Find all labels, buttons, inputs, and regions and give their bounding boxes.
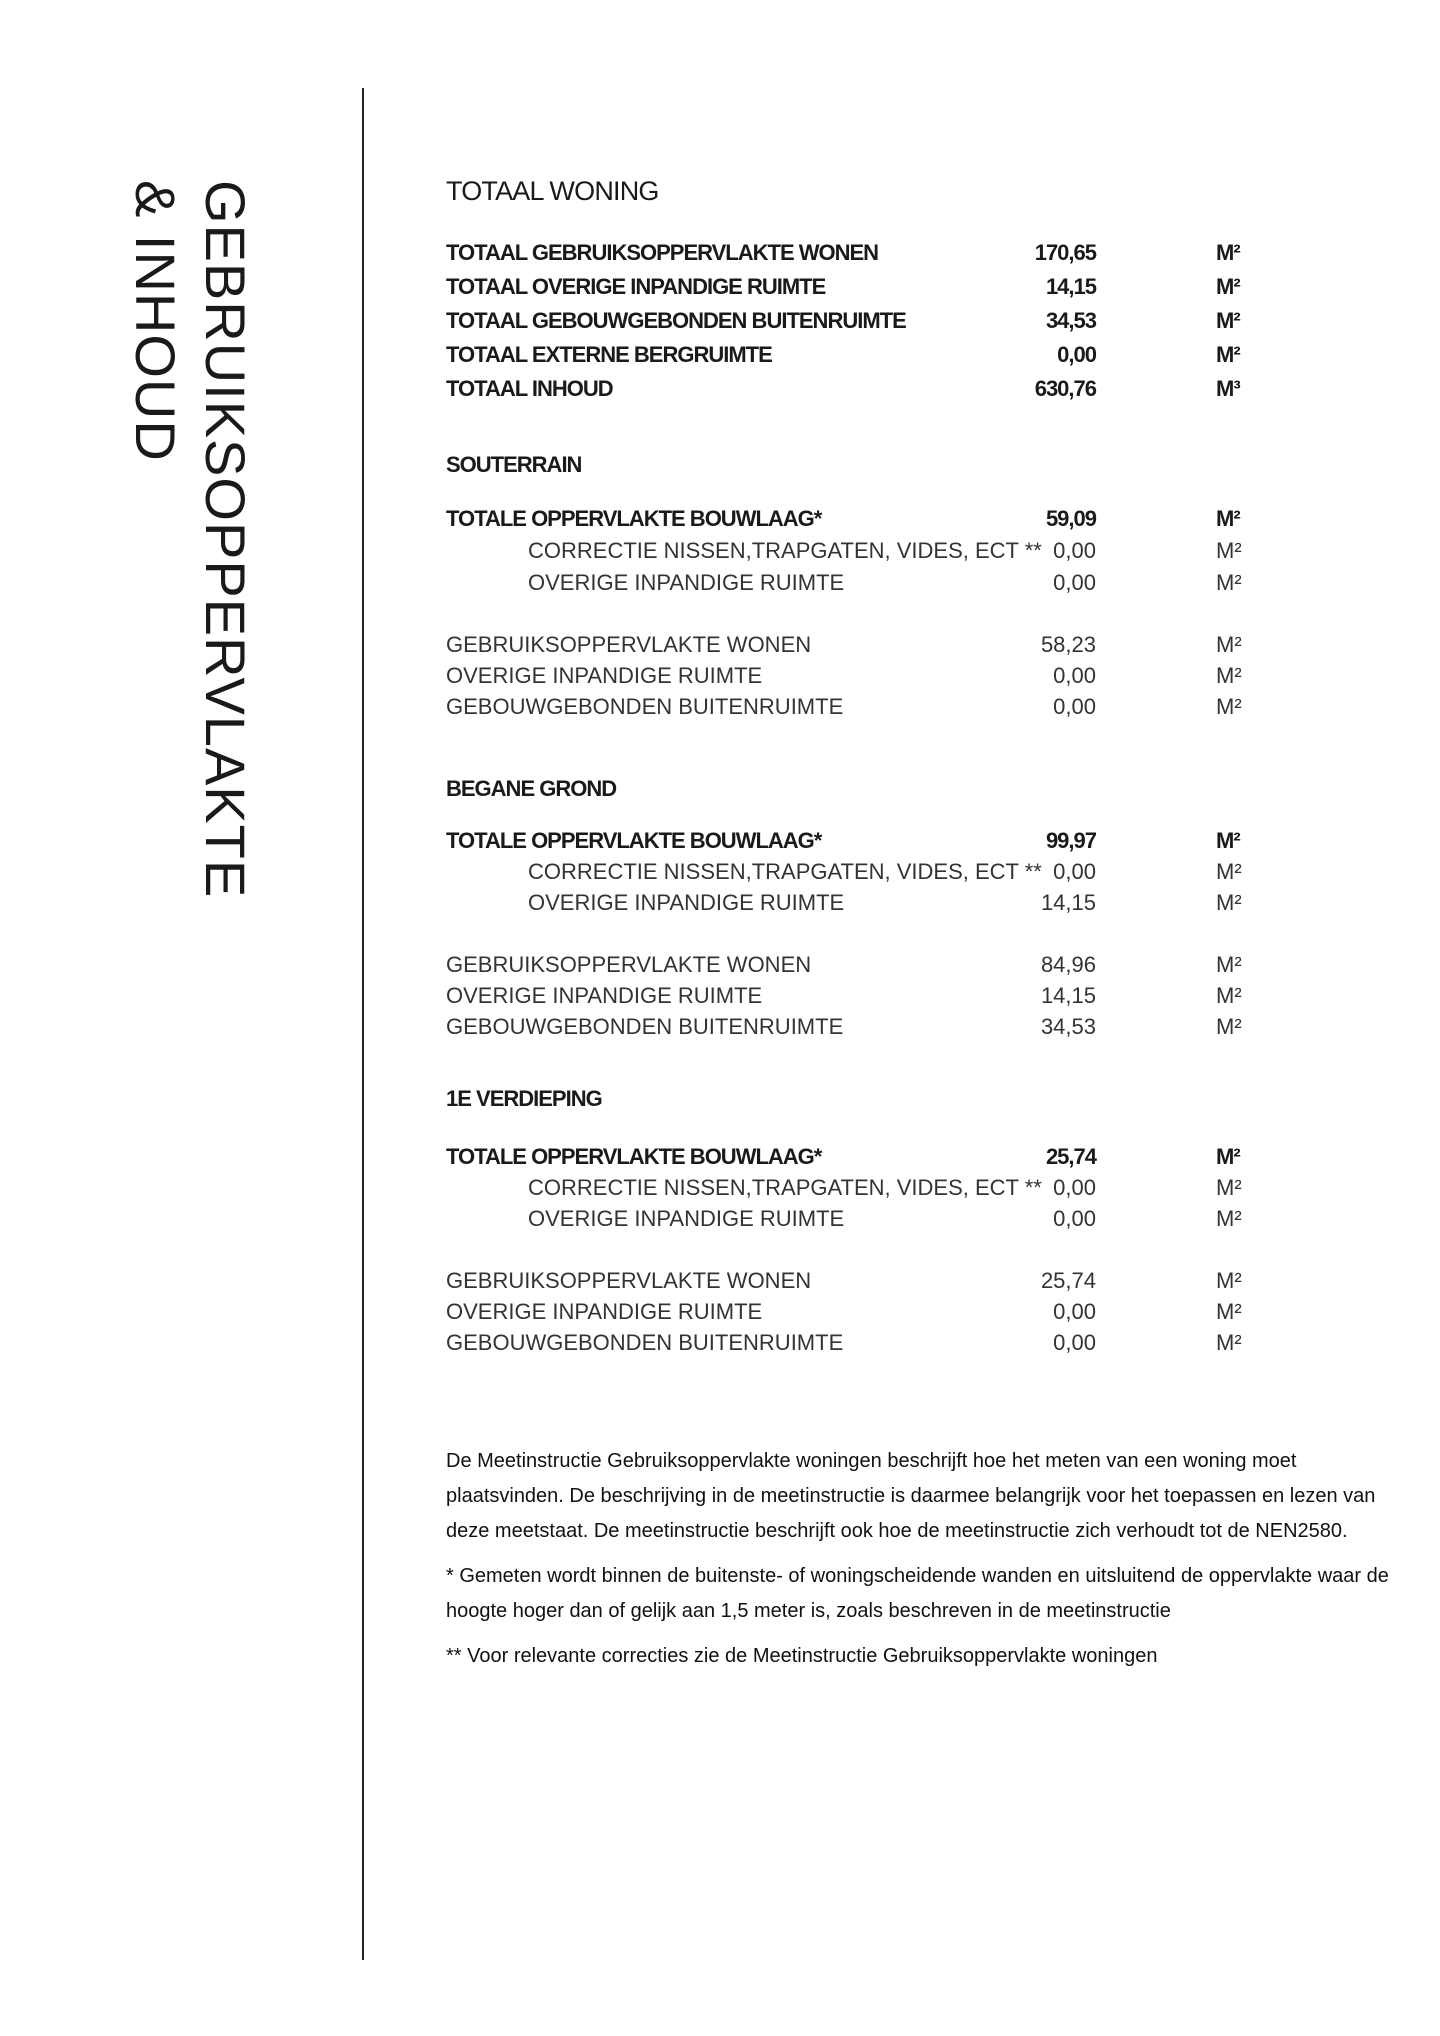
- row-unit: M²: [1216, 1175, 1242, 1200]
- row-unit: M²: [1216, 240, 1240, 265]
- vertical-title-text: [120, 180, 260, 898]
- total-area-row: [446, 506, 1246, 538]
- row-label: GEBOUWGEBONDEN BUITENRUIMTE: [446, 1330, 844, 1355]
- row-label: TOTAAL INHOUD: [446, 376, 613, 401]
- row-label: GEBRUIKSOPPERVLAKTE WONEN: [446, 1268, 812, 1293]
- correction-row: [446, 890, 1246, 922]
- row-label: TOTAAL OVERIGE INPANDIGE RUIMTE: [446, 274, 826, 299]
- row-label: TOTAAL GEBOUWGEBONDEN BUITENRUIMTE: [446, 308, 906, 333]
- result-row: [446, 632, 1246, 664]
- result-row: [446, 1268, 1246, 1300]
- row-label: GEBOUWGEBONDEN BUITENRUIMTE: [446, 1014, 844, 1039]
- row-value: 0,00: [1053, 1299, 1096, 1324]
- row-label: CORRECTIE NISSEN,TRAPGATEN, VIDES, ECT **: [528, 859, 1042, 884]
- note-footnote-2: ** Voor relevante correcties zie de Meetinstructie Gebruiksoppervlakte woningen: [446, 1645, 1158, 1667]
- row-value: 0,00: [1053, 538, 1096, 563]
- heading-begane-grond: BEGANE GROND: [446, 776, 617, 801]
- row-label: TOTALE OPPERVLAKTE BOUWLAAG*: [446, 506, 822, 531]
- row-value: 0,00: [1053, 694, 1096, 719]
- row-unit: M²: [1216, 1299, 1242, 1324]
- row-label: TOTAAL EXTERNE BERGRUIMTE: [446, 342, 772, 367]
- row-value: 0,00: [1053, 859, 1096, 884]
- row-value: 0,00: [1053, 1175, 1096, 1200]
- row-label: OVERIGE INPANDIGE RUIMTE: [446, 663, 763, 688]
- row-value: 14,15: [1040, 890, 1096, 915]
- result-row: [446, 1330, 1246, 1362]
- row-label: OVERIGE INPANDIGE RUIMTE: [528, 1206, 845, 1231]
- row-value: 0,00: [1053, 1330, 1096, 1355]
- row-label: TOTAAL GEBRUIKSOPPERVLAKTE WONEN: [446, 240, 879, 265]
- row-value: 0,00: [1057, 342, 1096, 367]
- row-label: GEBRUIKSOPPERVLAKTE WONEN: [446, 952, 812, 977]
- result-row: [446, 694, 1246, 726]
- correction-row: [446, 1175, 1246, 1207]
- row-unit: M²: [1216, 538, 1242, 563]
- note-meetinstructie: De Meetinstructie Gebruiksoppervlakte woningen beschrijft hoe het meten van een woning moet plaatsvinden. De beschrijving in de meetinstructie is daarmee belangrijk voor het toepassen en lezen van deze meetstaat. De meetinstructie beschrijft ook hoe de meetinstructie zich verhoudt tot de NEN2580.: [446, 1450, 1376, 1542]
- row-label: GEBOUWGEBONDEN BUITENRUIMTE: [446, 694, 844, 719]
- row-unit: M²: [1216, 1268, 1242, 1293]
- vertical-title-line-1: GEBRUIKSOPPERVLAKTE: [194, 180, 257, 899]
- row-unit: M²: [1216, 859, 1242, 884]
- row-label: OVERIGE INPANDIGE RUIMTE: [528, 890, 845, 915]
- correction-row: [446, 1206, 1246, 1238]
- row-unit: M³: [1216, 376, 1240, 401]
- result-row: [446, 952, 1246, 984]
- row-value: 59,09: [1045, 506, 1096, 531]
- row-label: OVERIGE INPANDIGE RUIMTE: [446, 983, 763, 1008]
- row-unit: M²: [1216, 570, 1242, 595]
- vertical-title-line-2: & INHOUD: [124, 180, 187, 462]
- row-unit: M²: [1216, 952, 1242, 977]
- row-value: 25,74: [1040, 1268, 1096, 1293]
- vertical-title: [120, 180, 260, 920]
- row-unit: M²: [1216, 1144, 1240, 1169]
- note-footnote-1: * Gemeten wordt binnen de buitenste- of woningscheidende wanden en uitsluitend de oppervlakte waar de hoogte hoger dan of gelijk aan 1,5 meter is, zoals beschreven in de meetinstructie: [446, 1565, 1389, 1622]
- row-value: 0,00: [1053, 570, 1096, 595]
- totaal-row: [446, 376, 1246, 408]
- row-value: 0,00: [1053, 663, 1096, 688]
- notes: [446, 1444, 1416, 1684]
- correction-row: [446, 859, 1246, 891]
- row-unit: M²: [1216, 1014, 1242, 1039]
- result-row: [446, 663, 1246, 695]
- row-label: GEBRUIKSOPPERVLAKTE WONEN: [446, 632, 812, 657]
- row-label: CORRECTIE NISSEN,TRAPGATEN, VIDES, ECT **: [528, 538, 1042, 563]
- row-unit: M²: [1216, 694, 1242, 719]
- heading-1e-verdieping: 1E VERDIEPING: [446, 1086, 602, 1111]
- heading-souterrain: SOUTERRAIN: [446, 452, 582, 477]
- vertical-divider: [362, 88, 364, 1960]
- row-unit: M²: [1216, 274, 1240, 299]
- correction-row: [446, 538, 1246, 570]
- row-label: TOTALE OPPERVLAKTE BOUWLAAG*: [446, 828, 822, 853]
- row-value: 170,65: [1034, 240, 1096, 265]
- row-value: 14,15: [1040, 983, 1096, 1008]
- totaal-row: [446, 240, 1246, 272]
- result-row: [446, 1299, 1246, 1331]
- row-value: 14,15: [1045, 274, 1096, 299]
- row-unit: M²: [1216, 342, 1240, 367]
- row-value: 25,74: [1045, 1144, 1096, 1169]
- row-label: OVERIGE INPANDIGE RUIMTE: [446, 1299, 763, 1324]
- row-unit: M²: [1216, 506, 1240, 531]
- row-label: OVERIGE INPANDIGE RUIMTE: [528, 570, 845, 595]
- row-unit: M²: [1216, 1330, 1242, 1355]
- heading-totaal-woning: TOTAAL WONING: [446, 176, 659, 206]
- row-value: 34,53: [1040, 1014, 1096, 1039]
- row-value: 99,97: [1045, 828, 1096, 853]
- totaal-row: [446, 308, 1246, 340]
- correction-row: [446, 570, 1246, 602]
- row-unit: M²: [1216, 308, 1240, 333]
- row-value: 84,96: [1040, 952, 1096, 977]
- row-unit: M²: [1216, 663, 1242, 688]
- result-row: [446, 983, 1246, 1015]
- row-unit: M²: [1216, 632, 1242, 657]
- row-value: 34,53: [1045, 308, 1096, 333]
- row-value: 630,76: [1034, 376, 1096, 401]
- row-label: CORRECTIE NISSEN,TRAPGATEN, VIDES, ECT **: [528, 1175, 1042, 1200]
- row-unit: M²: [1216, 828, 1240, 853]
- total-area-row: [446, 828, 1246, 860]
- result-row: [446, 1014, 1246, 1046]
- total-area-row: [446, 1144, 1246, 1176]
- row-unit: M²: [1216, 890, 1242, 915]
- row-value: 0,00: [1053, 1206, 1096, 1231]
- totaal-row: [446, 274, 1246, 306]
- row-unit: M²: [1216, 983, 1242, 1008]
- row-value: 58,23: [1040, 632, 1096, 657]
- row-label: TOTALE OPPERVLAKTE BOUWLAAG*: [446, 1144, 822, 1169]
- totaal-row: [446, 342, 1246, 374]
- row-unit: M²: [1216, 1206, 1242, 1231]
